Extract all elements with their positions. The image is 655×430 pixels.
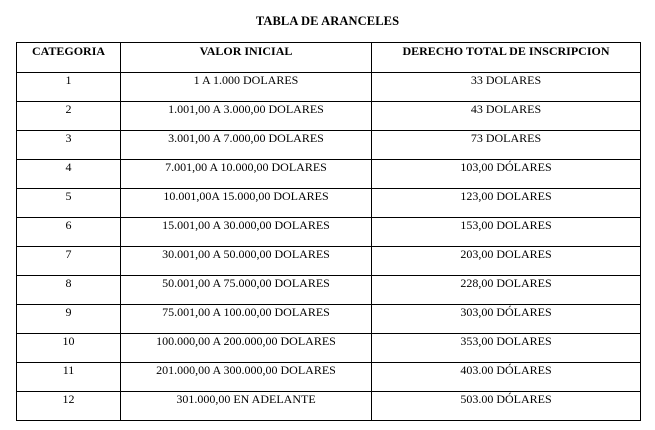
cell-category: 12 bbox=[17, 392, 121, 421]
page-title: TABLA DE ARANCELES bbox=[255, 14, 400, 28]
cell-initial-value: 10.001,00A 15.000,00 DOLARES bbox=[121, 189, 372, 218]
table-row bbox=[17, 392, 641, 421]
cell-category: 7 bbox=[17, 247, 121, 276]
cell-total-fee: 43 DOLARES bbox=[372, 102, 641, 131]
cell-total-fee: 403.00 DÓLARES bbox=[372, 363, 641, 392]
fee-table bbox=[16, 42, 641, 421]
table-row bbox=[17, 218, 641, 247]
cell-category: 10 bbox=[17, 334, 121, 363]
cell-category: 6 bbox=[17, 218, 121, 247]
cell-category: 3 bbox=[17, 131, 121, 160]
cell-initial-value: 7.001,00 A 10.000,00 DOLARES bbox=[121, 160, 372, 189]
header-total-fee: DERECHO TOTAL DE INSCRIPCION bbox=[372, 43, 641, 73]
cell-total-fee: 33 DOLARES bbox=[372, 73, 641, 102]
cell-initial-value: 1.001,00 A 3.000,00 DOLARES bbox=[121, 102, 372, 131]
cell-initial-value: 75.001,00 A 100.00,00 DOLARES bbox=[121, 305, 372, 334]
table-row bbox=[17, 305, 641, 334]
cell-initial-value: 50.001,00 A 75.000,00 DOLARES bbox=[121, 276, 372, 305]
header-category: CATEGORIA bbox=[17, 43, 121, 73]
cell-category: 4 bbox=[17, 160, 121, 189]
table-row bbox=[17, 276, 641, 305]
table-row bbox=[17, 363, 641, 392]
cell-initial-value: 30.001,00 A 50.000,00 DOLARES bbox=[121, 247, 372, 276]
table-row bbox=[17, 189, 641, 218]
cell-category: 8 bbox=[17, 276, 121, 305]
header-initial-value: VALOR INICIAL bbox=[121, 43, 372, 73]
cell-total-fee: 123,00 DOLARES bbox=[372, 189, 641, 218]
cell-category: 5 bbox=[17, 189, 121, 218]
cell-initial-value: 100.000,00 A 200.000,00 DOLARES bbox=[121, 334, 372, 363]
cell-total-fee: 353,00 DOLARES bbox=[372, 334, 641, 363]
table-row bbox=[17, 131, 641, 160]
table-row bbox=[17, 334, 641, 363]
table-row bbox=[17, 102, 641, 131]
cell-initial-value: 3.001,00 A 7.000,00 DOLARES bbox=[121, 131, 372, 160]
table-row bbox=[17, 247, 641, 276]
cell-total-fee: 103,00 DÓLARES bbox=[372, 160, 641, 189]
cell-total-fee: 303,00 DÓLARES bbox=[372, 305, 641, 334]
cell-category: 1 bbox=[17, 73, 121, 102]
cell-initial-value: 1 A 1.000 DOLARES bbox=[121, 73, 372, 102]
cell-category: 11 bbox=[17, 363, 121, 392]
table-header-row bbox=[17, 43, 641, 73]
cell-category: 9 bbox=[17, 305, 121, 334]
cell-total-fee: 73 DOLARES bbox=[372, 131, 641, 160]
cell-total-fee: 153,00 DOLARES bbox=[372, 218, 641, 247]
cell-category: 2 bbox=[17, 102, 121, 131]
cell-total-fee: 503.00 DÓLARES bbox=[372, 392, 641, 421]
cell-total-fee: 203,00 DOLARES bbox=[372, 247, 641, 276]
table-row bbox=[17, 73, 641, 102]
cell-initial-value: 201.000,00 A 300.000,00 DOLARES bbox=[121, 363, 372, 392]
cell-initial-value: 15.001,00 A 30.000,00 DOLARES bbox=[121, 218, 372, 247]
cell-total-fee: 228,00 DOLARES bbox=[372, 276, 641, 305]
cell-initial-value: 301.000,00 EN ADELANTE bbox=[121, 392, 372, 421]
table-row bbox=[17, 160, 641, 189]
